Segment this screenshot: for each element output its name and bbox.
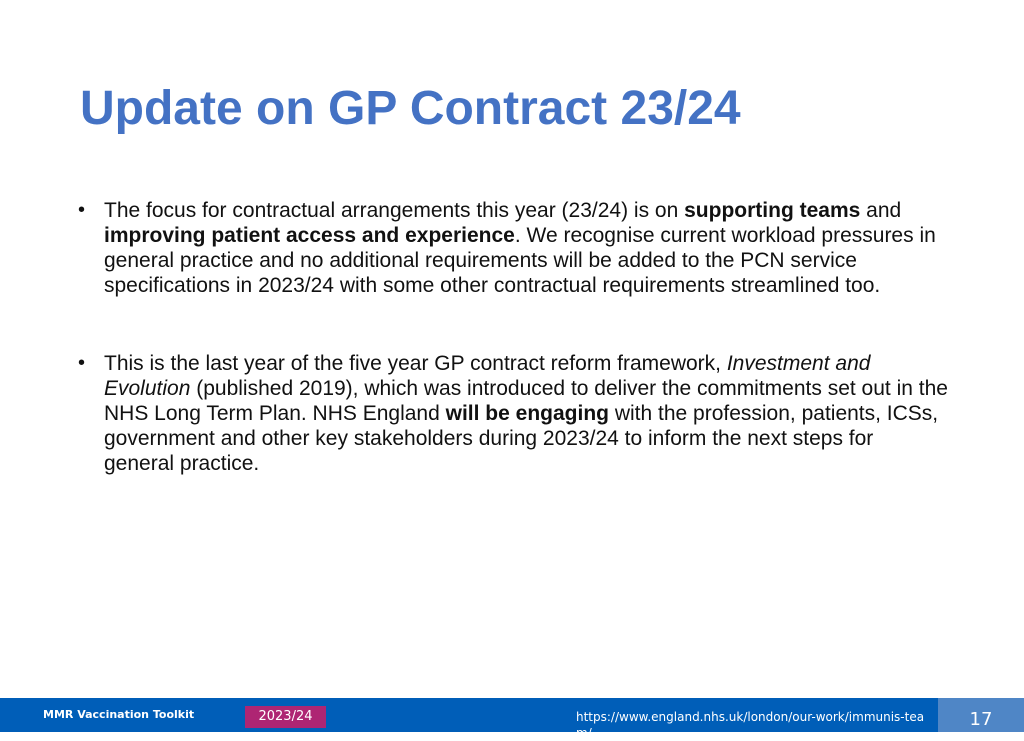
bullet-dot-icon: • <box>78 199 86 221</box>
bullet-segment: (published 2019), which was introduced to deliver the commitments set out in the NHS Long Term Plan. NHS England <box>104 377 948 425</box>
bullet-segment: with the profession, patients, ICSs, government and other key stakeholders during 2023/24 to inform the next steps for general practice. <box>104 402 939 475</box>
bullet-segment: This is the last year of the five year GP contract reform framework, <box>104 352 727 375</box>
footer-url-link[interactable]: https://www.england.nhs.uk/london/our-work/immunis-team/ <box>576 710 925 740</box>
footer-left-panel <box>0 698 938 740</box>
bullet-dot-icon: • <box>78 352 86 374</box>
bullet-segment-bold: supporting teams <box>684 199 861 222</box>
bullet-text <box>104 199 936 297</box>
toolkit-label: MMR Vaccination Toolkit <box>43 708 195 721</box>
page-number-box <box>938 698 1024 732</box>
bullet-segment-italic: Investment and Evolution <box>104 352 871 400</box>
bullet-segment-bold: will be engaging <box>445 402 609 425</box>
bullet-item <box>78 198 948 298</box>
bullet-list <box>78 198 948 476</box>
year-badge: 2023/24 <box>245 706 326 728</box>
bullet-segment: and <box>860 199 902 222</box>
bullet-segment-bold: improving patient access and experience <box>104 224 515 247</box>
bullet-segment: The focus for contractual arrangements this year (23/24) is on <box>104 199 685 222</box>
bullet-segment: . We recognise current workload pressures in general practice and no additional requirements will be added to the PCN service specifications in 2023/24 with some other contractual requirements streamlined too. <box>104 224 936 297</box>
page-number: 17 <box>969 709 993 730</box>
slide-title: Update on GP Contract 23/24 <box>80 82 741 135</box>
footer-bar <box>0 698 1024 740</box>
bullet-item <box>78 351 948 476</box>
bullet-text <box>104 352 948 475</box>
